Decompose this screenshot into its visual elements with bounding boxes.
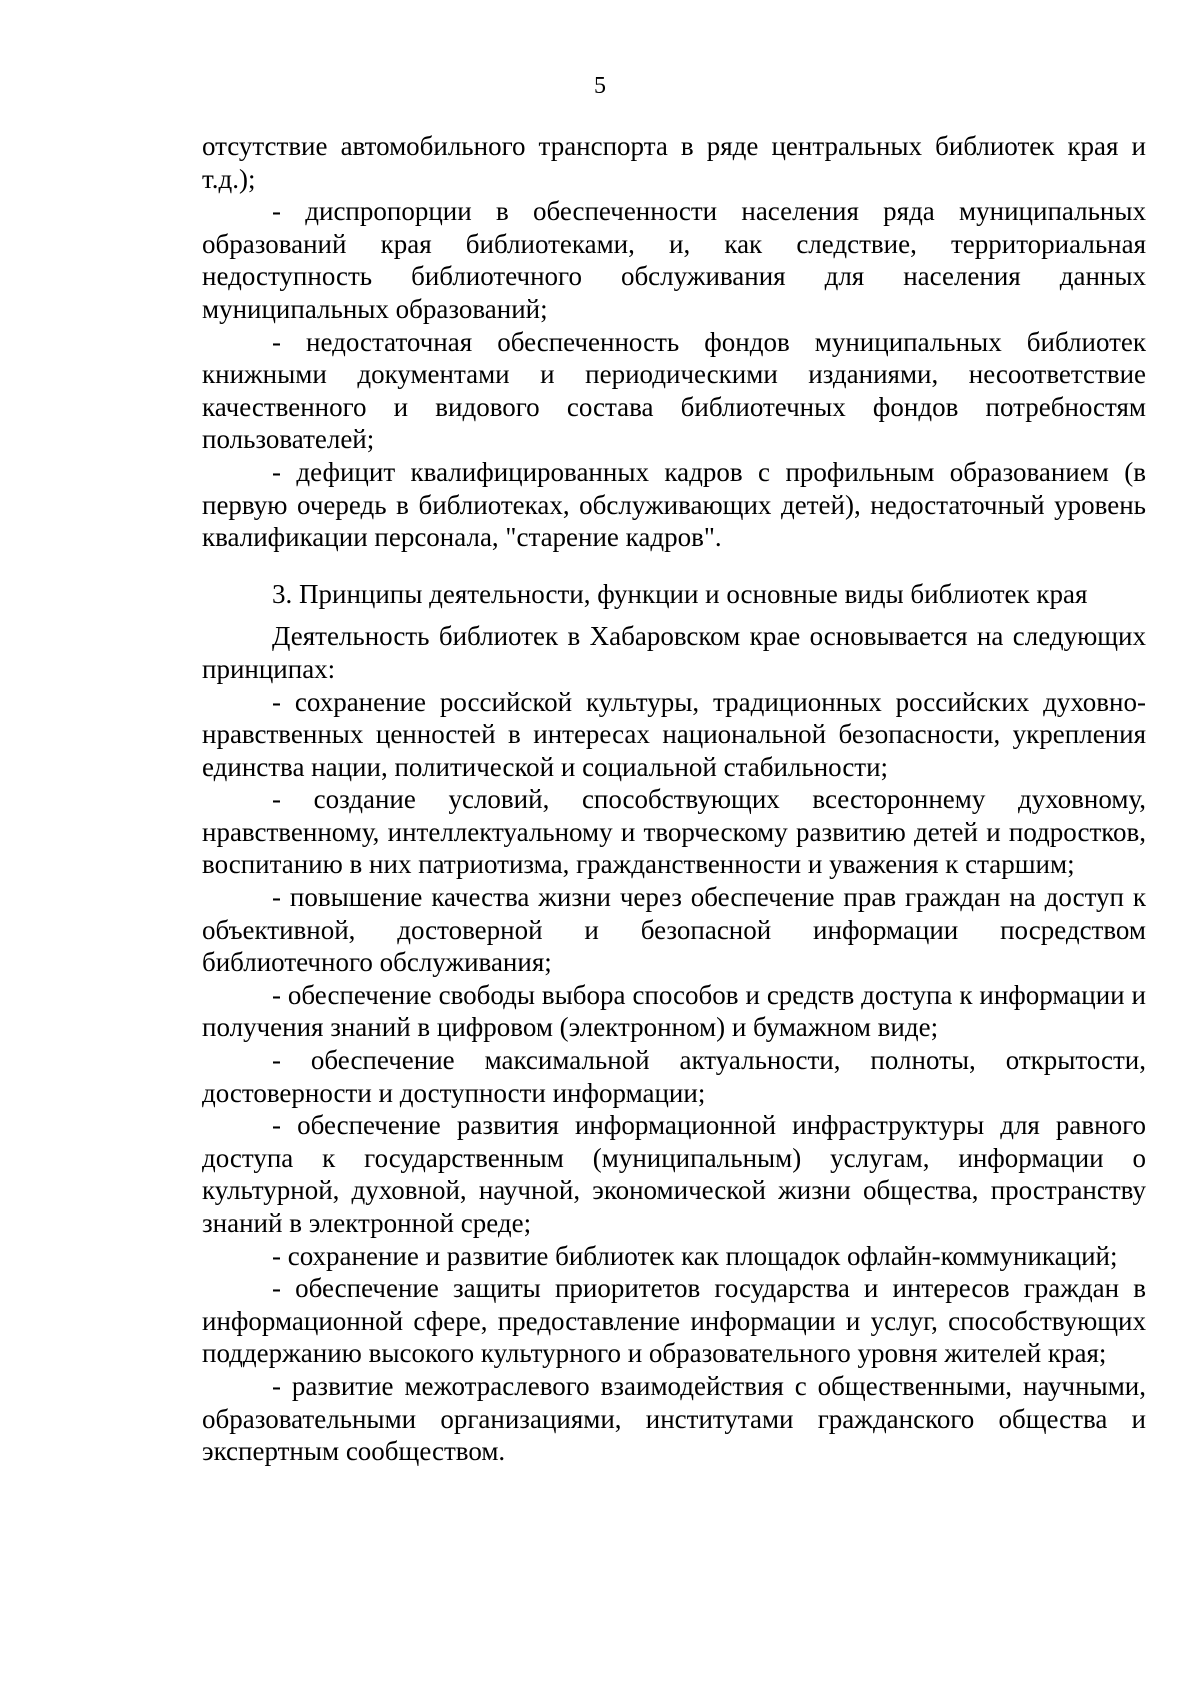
list-item: - диспропорции в обеспеченности населения ряда муниципальных образований края библиотеками, и, как следствие, территориальная недоступность библиотечного обслуживания для населения данных муниципальных образований; (202, 196, 1146, 324)
list-item: - обеспечение развития информационной инфраструктуры для равного доступа к государственным (муниципальным) услугам, информации о культурной, духовной, научной, экономической жизни общества, пространству знаний в электронной среде; (202, 1110, 1146, 1238)
list-item: - обеспечение защиты приоритетов государства и интересов граждан в информационной сфере, предоставление информации и услуг, способствующих поддержанию высокого культурного и образовательного уровня жителей края; (202, 1273, 1146, 1369)
list-item: - повышение качества жизни через обеспечение прав граждан на доступ к объективной, достоверной и безопасной информации посредством библиотечного обслуживания; (202, 882, 1146, 978)
list-item: - обеспечение максимальной актуальности, полноты, открытости, достоверности и доступности информации; (202, 1045, 1146, 1108)
paragraph-continuation: отсутствие автомобильного транспорта в ряде центральных библиотек края и т.д.); (202, 131, 1146, 194)
list-item: - обеспечение свободы выбора способов и средств доступа к информации и получения знаний в цифровом (электронном) и бумажном виде; (202, 979, 1146, 1043)
list-item: - сохранение и развитие библиотек как площадок офлайн-коммуникаций; (272, 1240, 1118, 1271)
section-heading: 3. Принципы деятельности, функции и основные виды библиотек края (272, 578, 1088, 609)
paragraph: Деятельность библиотек в Хабаровском крае основывается на следующих принципах: (202, 621, 1146, 684)
list-item: - создание условий, способствующих всестороннему духовному, нравственному, интеллектуальному и творческому развитию детей и подростков, воспитанию в них патриотизма, гражданственности и уважения к старшим; (202, 784, 1146, 880)
list-item: - сохранение российской культуры, традиционных российских духовно-нравственных ценностей в интересах национальной безопасности, укрепления единства нации, политической и социальной стабильности; (202, 686, 1146, 782)
document-body (202, 130, 1146, 1468)
list-item: - развитие межотраслевого взаимодействия с общественными, научными, образовательными организациями, институтами гражданского общества и экспертным сообществом. (202, 1370, 1146, 1467)
page-number: 5 (594, 73, 606, 99)
list-item: - дефицит квалифицированных кадров с профильным образованием (в первую очередь в библиотеках, обслуживающих детей), недостаточный уровень квалификации персонала, "старение кадров". (202, 456, 1146, 553)
list-item: - недостаточная обеспеченность фондов муниципальных библиотек книжными документами и периодическими изданиями, несоответствие качественного и видового состава библиотечных фондов потребностям пользователей; (202, 326, 1146, 455)
